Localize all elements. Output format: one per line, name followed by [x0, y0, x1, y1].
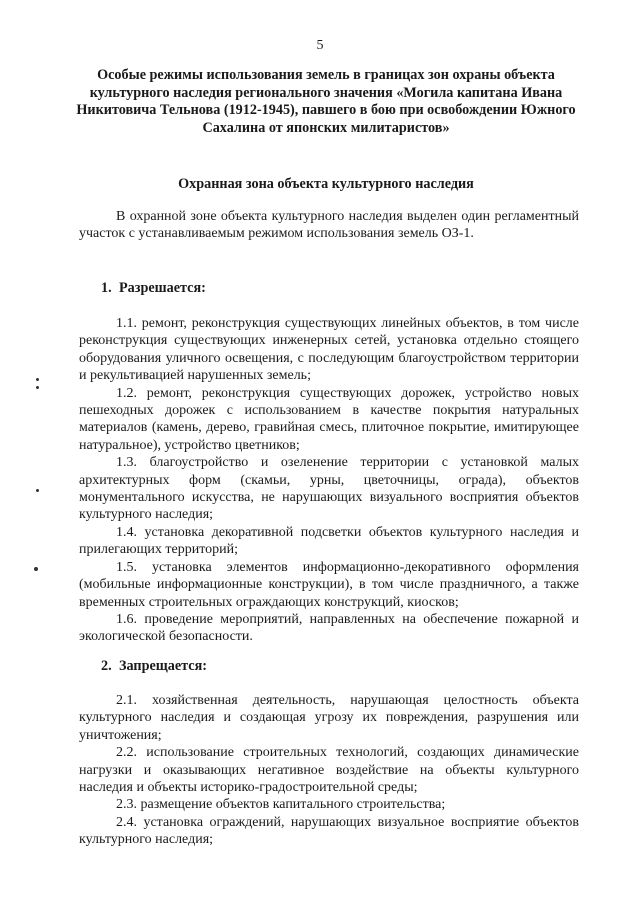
intro-paragraph: В охранной зоне объекта культурного наследия выделен один регламентный участок с устанавливаемым режимом использования земель ОЗ-1. [79, 209, 579, 242]
scan-speck [36, 489, 39, 492]
scan-speck [34, 567, 38, 571]
list-item: 2.2. использование строительных технологий, создающих динамические нагрузки и оказывающих негативное воздействие на объекты культурного наследия и объекты историко-градостроительной среды; [79, 745, 579, 796]
list-item: 1.2. ремонт, реконструкция существующих дорожек, устройство новых пешеходных дорожек с использованием в качестве покрытия натуральных материалов (камень, дерево, гравийная смесь, плиточное покрытие, имитирующее натуральное), устройство цветников; [79, 385, 579, 453]
list-item: 2.1. хозяйственная деятельность, нарушающая целостность объекта культурного наследия и создающая угрозу их повреждения, разрушения или уничтожения; [79, 693, 579, 743]
list-item: 2.4. установка ограждений, нарушающих визуальное восприятие объектов культурного наследия; [79, 814, 579, 848]
list-item: 1.4. установка декоративной подсветки объектов культурного наследия и прилегающих территорий; [79, 524, 579, 558]
section-heading-prohibited [101, 658, 207, 675]
section-number: 1. [101, 280, 112, 296]
section-heading-allowed [101, 280, 206, 297]
allowed-list [79, 315, 579, 646]
list-item: 1.5. установка элементов информационно-декоративного оформления (мобильные информационные конструкции), в том числе праздничного, а также временных строительных ограждающих конструкций, киосков; [79, 559, 579, 610]
zone-title: Охранная зона объекта культурного наследия [178, 176, 474, 192]
section-number: 2. [101, 658, 112, 674]
prohibited-list [79, 692, 579, 849]
list-item: 2.3. размещение объектов капитального строительства; [116, 797, 446, 813]
scan-speck [36, 386, 39, 389]
section-heading-text: Запрещается: [119, 658, 207, 674]
list-item: 1.1. ремонт, реконструкция существующих линейных объектов, в том числе реконструкция существующих инженерных сетей, установка отдельно стоящего оборудования уличного освещения, с последующим благоустройством территории и рекультивацией нарушенных земель; [79, 316, 579, 384]
page-number: 5 [316, 38, 324, 53]
scan-speck [36, 378, 39, 381]
document-title: Особые режимы использования земель в границах зон охраны объекта культурного наследия регионального значения «Могила капитана Ивана Никитовича Тельнова (1912-1945), павшего в бою при освобождении Южного Сахалина от японских милитаристов» [76, 67, 576, 136]
section-heading-text: Разрешается: [119, 280, 206, 296]
list-item: 1.3. благоустройство и озеленение территории с установкой малых архитектурных форм (скамьи, урны, цветочницы, ограда), объектов монументального искусства, не нарушающих визуального восприятия объектов культурного наследия; [79, 455, 579, 523]
list-item: 1.6. проведение мероприятий, направленных на обеспечение пожарной и экологической безопасности. [79, 611, 579, 645]
